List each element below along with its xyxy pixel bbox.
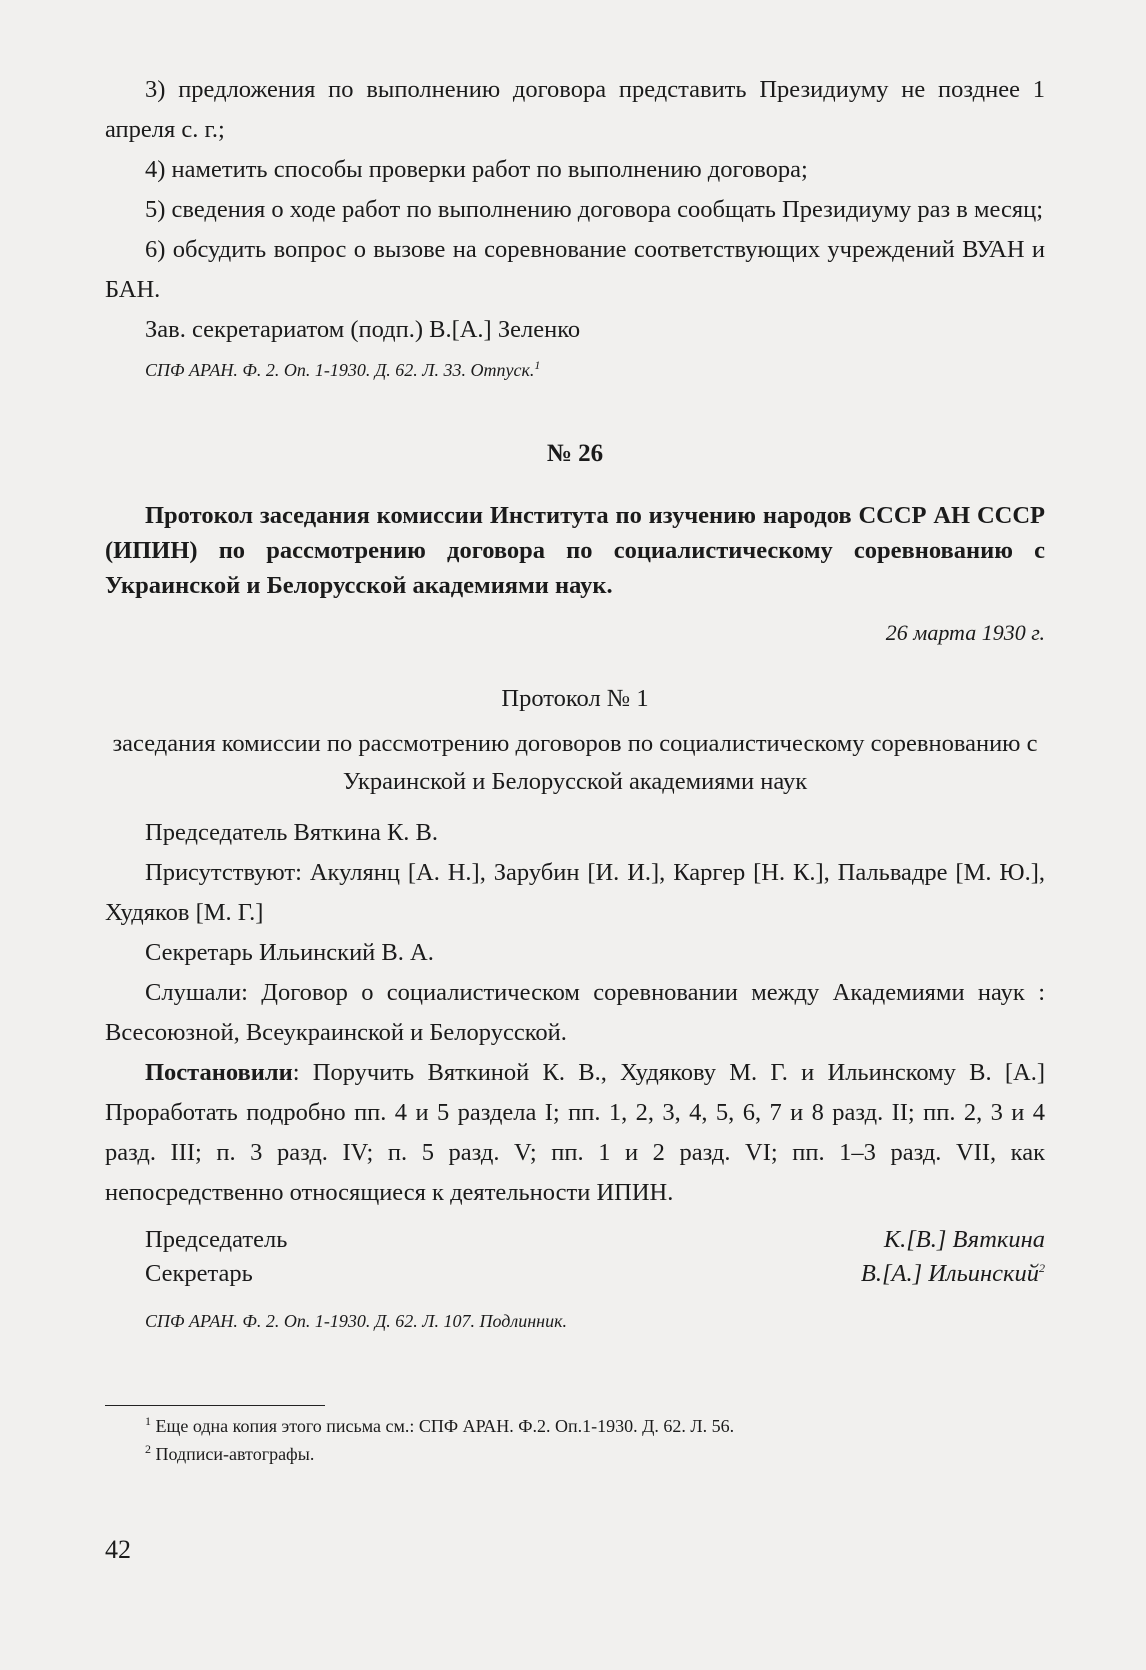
list-item-5: 5) сведения о ходе работ по выполнению договора сообщать Президиуму раз в месяц; bbox=[145, 196, 1044, 223]
protocol-present: Присутствуют: Акулянц [А. Н.], Зарубин [И. И.], Каргер [Н. К.], Пальвадре [М. Ю.], Худяков [М. Г.] bbox=[105, 859, 1045, 926]
document-number: № 26 bbox=[546, 440, 604, 467]
footnote-2 bbox=[105, 1440, 1045, 1468]
signature-secretary-label: Секретарь bbox=[145, 1260, 253, 1287]
signature-secretary-name: В.[А.] Ильинский bbox=[860, 1260, 1039, 1287]
protocol-subheading: заседания комиссии по рассмотрению договоров по социалистическому соревнованию с Украинской и Белорусской академиями наук bbox=[112, 730, 1038, 795]
footnote-1 bbox=[105, 1412, 1045, 1440]
protocol-heard: Слушали: Договор о социалистическом соревновании между Академиями наук : Всесоюзной, Всеукраинской и Белорусской. bbox=[105, 979, 1045, 1046]
archive-source-2: СПФ АРАН. Ф. 2. Оп. 1-1930. Д. 62. Л. 107. Подлинник. bbox=[145, 1311, 567, 1331]
resolved-label: Постановили bbox=[145, 1059, 293, 1086]
document-title: Протокол заседания комиссии Института по изучению народов СССР АН СССР (ИПИН) по рассмотрению договора по социалистическому соревнованию с Украинской и Белорусской академиями наук. bbox=[105, 502, 1045, 599]
signature-secretary-name-wrap bbox=[861, 1257, 1045, 1291]
footnote-1-text: Еще одна копия этого письма см.: СПФ АРАН. Ф.2. Оп.1-1930. Д. 62. Л. 56. bbox=[155, 1416, 735, 1436]
document-page bbox=[105, 70, 1045, 1640]
protocol-chair: Председатель Вяткина К. В. bbox=[145, 819, 438, 846]
signature-chair-name: К.[В.] Вяткина bbox=[883, 1226, 1045, 1253]
archive-source-1 bbox=[105, 356, 1045, 384]
footnote-1-num: 1 bbox=[145, 1414, 151, 1428]
protocol-secretary: Секретарь Ильинский В. А. bbox=[145, 939, 434, 966]
signature-secretary-row bbox=[105, 1257, 1045, 1291]
footnotes bbox=[105, 1412, 1045, 1468]
footnote-2-text: Подписи-автографы. bbox=[155, 1444, 315, 1464]
head-signature: Зав. секретариатом (подп.) В.[А.] Зеленко bbox=[145, 316, 581, 343]
archive-source-1-text: СПФ АРАН. Ф. 2. Оп. 1-1930. Д. 62. Л. 33. Отпуск. bbox=[145, 360, 535, 380]
document-date: 26 марта 1930 г. bbox=[885, 620, 1045, 645]
footnote-ref-1: 1 bbox=[534, 358, 541, 372]
protocol-heading: Протокол № 1 bbox=[501, 685, 649, 712]
footnote-ref-2: 2 bbox=[1039, 1260, 1045, 1275]
resolved-text: : Поручить Вяткиной К. В., Худякову М. Г. и Ильинскому В. [А.] Проработать подробно пп. 4 и 5 раздела I; пп. 1, 2, 3, 4, 5, 6, 7 и 8 разд. II; пп. 2, 3 и 4 разд. III; п. 3 разд. IV; п. 5 разд. V; пп. 1 и 2 разд. VI; пп. 1–3 разд. VII, как непосредственно относящиеся к деятельности ИПИН. bbox=[105, 1059, 1045, 1206]
list-item-6: 6) обсудить вопрос о вызове на соревнование соответствующих учреждений ВУАН и БАН. bbox=[105, 236, 1045, 303]
footnote-divider bbox=[105, 1405, 325, 1406]
footnote-2-num: 2 bbox=[145, 1442, 151, 1456]
list-item-4: 4) наметить способы проверки работ по выполнению договора; bbox=[145, 156, 808, 183]
protocol-resolved bbox=[105, 1053, 1045, 1213]
signature-chair-row bbox=[105, 1223, 1045, 1257]
list-item-3: 3) предложения по выполнению договора представить Президиуму не позднее 1 апреля с. г.; bbox=[105, 76, 1045, 143]
signature-chair-label: Председатель bbox=[145, 1226, 288, 1253]
page-number: 42 bbox=[105, 1535, 131, 1564]
